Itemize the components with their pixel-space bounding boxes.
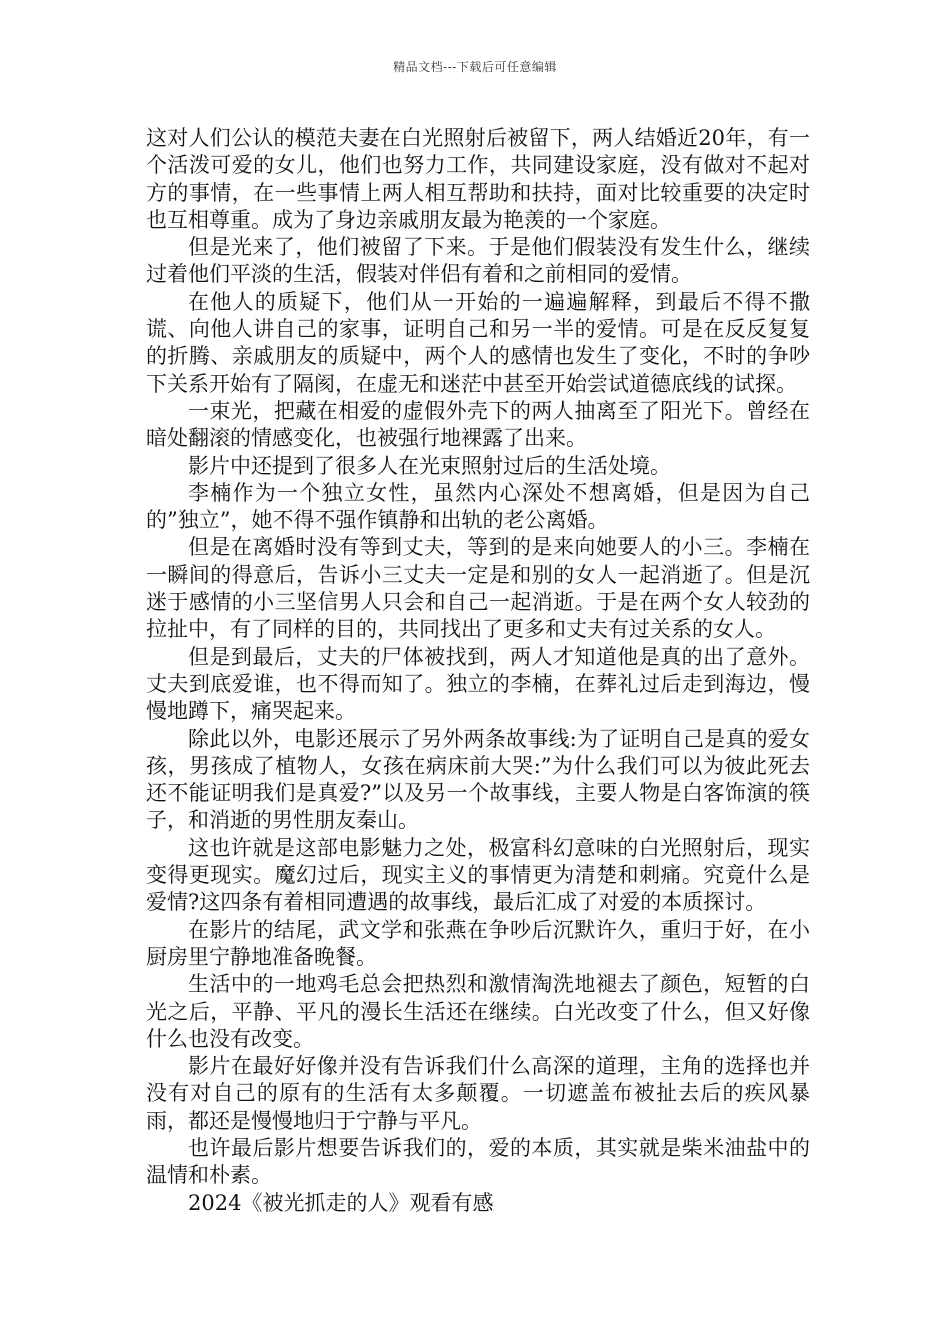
paragraph: 生活中的一地鸡毛总会把热烈和激情淘洗地褪去了颜色，短暂的白光之后，平静、平凡的漫长生活还在继续。白光改变了什么，但又好像什么也没有改变。 [146, 972, 810, 1051]
paragraph: 在影片的结尾，武文学和张燕在争吵后沉默许久，重归于好，在小厨房里宁静地准备晚餐。 [146, 917, 810, 969]
paragraph: 影片在最好好像并没有告诉我们什么高深的道理，主角的选择也并没有对自己的原有的生活有太多颠覆。一切遮盖布被扯去后的疾风暴雨，都还是慢慢地归于宁静与平凡。 [146, 1054, 810, 1133]
page-header: 精品文档---下载后可任意编辑 [393, 60, 557, 74]
paragraph: 但是在离婚时没有等到丈夫，等到的是来向她要人的小三。李楠在一瞬间的得意后，告诉小三丈夫一定是和别的女人一起消逝了。但是沉迷于感情的小三坚信男人只会和自己一起消逝。于是在两个女人较劲的拉扯中，有了同样的目的，共同找出了更多和丈夫有过关系的女人。 [146, 535, 810, 642]
document-body [146, 125, 810, 1217]
document-title-line: 2024《被光抓走的人》观看有感 [188, 1190, 494, 1215]
paragraph: 但是光来了，他们被留了下来。于是他们假装没有发生什么，继续过着他们平淡的生活，假装对伴侣有着和之前相同的爱情。 [146, 235, 810, 287]
paragraph: 影片中还提到了很多人在光束照射过后的生活处境。 [188, 453, 671, 478]
paragraph: 李楠作为一个独立女性，虽然内心深处不想离婚，但是因为自己的”独立”，她不得不强作镇静和出轨的老公离婚。 [146, 480, 810, 533]
paragraph: 一束光，把藏在相爱的虚假外壳下的两人抽离至了阳光下。曾经在暗处翻滚的情感变化，也被强行地裸露了出来。 [146, 398, 810, 451]
paragraph: 也许最后影片想要告诉我们的，爱的本质，其实就是柴米油盐中的温情和朴素。 [146, 1135, 810, 1188]
paragraph: 在他人的质疑下，他们从一开始的一遍遍解释，到最后不得不撒谎、向他人讲自己的家事，证明自己和另一半的爱情。可是在反反复复的折腾、亲戚朋友的质疑中，两个人的感情也发生了变化，不时的争吵下关系开始有了隔阂，在虚无和迷茫中甚至开始尝试道德底线的试探。 [146, 289, 810, 396]
paragraph: 这对人们公认的模范夫妻在白光照射后被留下，两人结婚近20年，有一个活泼可爱的女儿，他们也努力工作，共同建设家庭，没有做对不起对方的事情，在一些事情上两人相互帮助和扶持，面对比较重要的决定时也互相尊重。成为了身边亲戚朋友最为艳羡的一个家庭。 [146, 126, 810, 232]
paragraph: 这也许就是这部电影魅力之处，极富科幻意味的白光照射后，现实变得更现实。魔幻过后，现实主义的事情更为清楚和刺痛。究竟什么是爱情?这四条有着相同遭遇的故事线，最后汇成了对爱的本质探讨。 [146, 835, 810, 915]
paragraph: 除此以外，电影还展示了另外两条故事线:为了证明自己是真的爱女孩，男孩成了植物人，女孩在病床前大哭:”为什么我们可以为彼此死去还不能证明我们是真爱?”以及另一个故事线，主要人物是白客饰演的筷子，和消逝的男性朋友秦山。 [146, 726, 810, 833]
paragraph: 但是到最后，丈夫的尸体被找到，两人才知道他是真的出了意外。丈夫到底爱谁，也不得而知了。独立的李楠，在葬礼过后走到海边，慢慢地蹲下，痛哭起来。 [146, 644, 810, 724]
